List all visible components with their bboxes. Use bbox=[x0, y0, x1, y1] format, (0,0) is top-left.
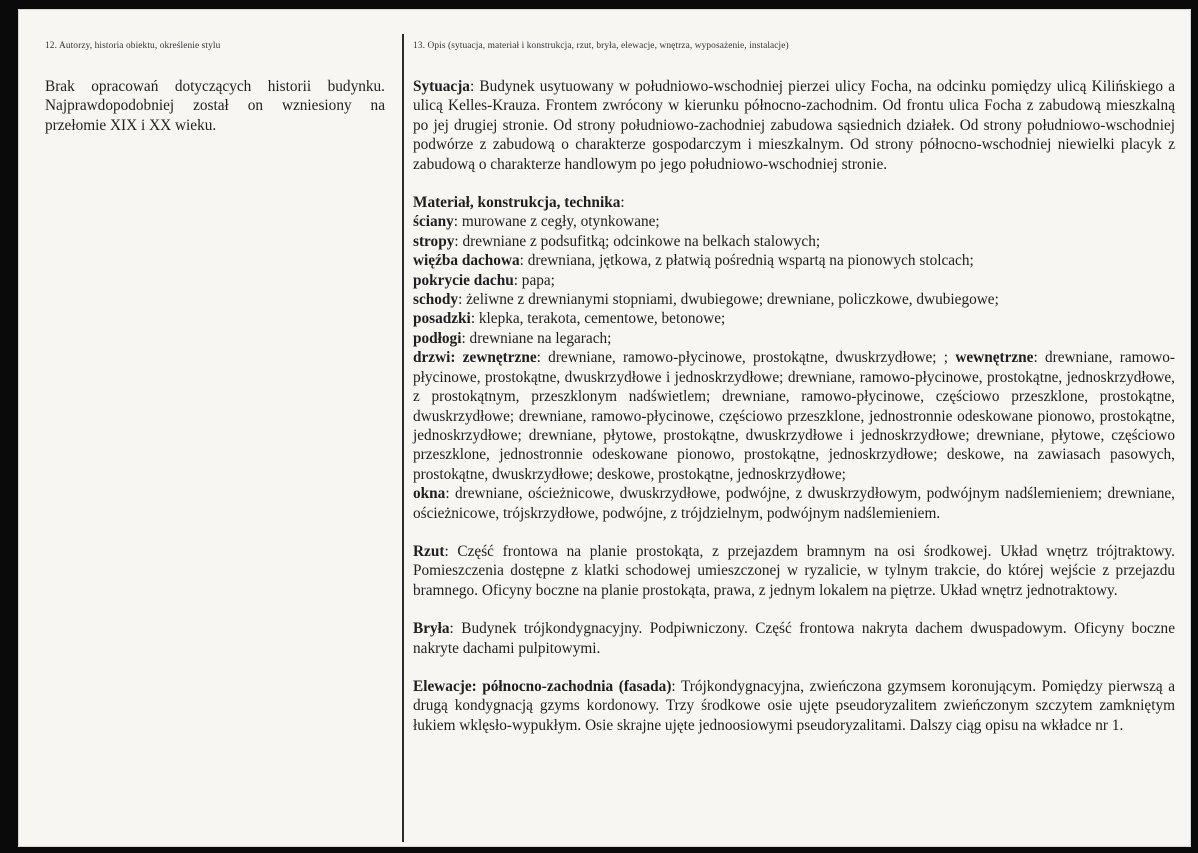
okna-text: : drewniane, ościeżnicowe, dwuskrzydłowe, podwójne, z dwuskrzydłowym, podwójnym nadślemieniem; drewniane, ościeżnicowe, trójskrzydłowe, podwójne, z trójdzielnym, podwójnym nadślemieniem. bbox=[413, 485, 1175, 522]
document-page bbox=[18, 9, 1191, 847]
section-13-header: 13. Opis (sytuacja, materiał i konstrukcja, rzut, bryła, elewacje, wnętrza, wyposażenie, instalacje) bbox=[413, 41, 789, 51]
podlogi-text: : drewniane na legarach; bbox=[461, 329, 612, 347]
section-12 bbox=[45, 40, 385, 135]
sciany-text: : murowane z cegły, otynkowane; bbox=[453, 213, 660, 231]
elewacje-sep: : bbox=[471, 677, 483, 695]
column-divider bbox=[402, 34, 404, 842]
sytuacja-paragraph bbox=[413, 77, 1175, 174]
elewacje-paragraph bbox=[413, 677, 1175, 735]
schody-text: : żeliwne z drewnianymi stopniami, dwubiegowe; drewniane, policzkowe, dwubiegowe; bbox=[458, 291, 999, 309]
stropy-label: stropy bbox=[413, 232, 455, 250]
rzut-label: Rzut bbox=[413, 542, 445, 560]
wiezba-label: więźba dachowa bbox=[413, 252, 520, 270]
drzwi-label: drzwi bbox=[413, 349, 451, 367]
bryla-paragraph bbox=[413, 619, 1175, 658]
bryla-label: Bryła bbox=[413, 620, 450, 638]
section-13 bbox=[413, 40, 1175, 735]
elewacje-label: Elewacje bbox=[413, 677, 472, 695]
podlogi-label: podłogi bbox=[413, 329, 462, 347]
drzwi-zew-label: zewnętrzne bbox=[462, 349, 537, 367]
drzwi-zew-text: : drewniane, ramowo-płycinowe, prostokątne, dwuskrzydłowe; ; bbox=[536, 349, 956, 367]
elewacja-pn-zach-label: północno-zachodnia (fasada) bbox=[482, 677, 672, 695]
elewacje-text: : Trójkondygnacyjna, zwieńczona gzymsem koronującym. Pomiędzy pierwszą a drugą kondygnacją gzyms kordonowy. Trzy środkowe osie ujęte pseudoryzalitem zwieńczonym szczytem zamkniętym łukiem wklęsło-wypukłym. Osie skrajne ujęte jednoosiowymi pseudoryzalitami. Dalszy ciąg opisu na wkładce nr 1. bbox=[413, 677, 1175, 734]
pokrycie-text: : papa; bbox=[513, 271, 555, 289]
material-label: Materiał, konstrukcja, technika bbox=[413, 194, 621, 212]
sciany-label: ściany bbox=[413, 213, 454, 231]
okna-label: okna bbox=[413, 485, 446, 503]
drzwi-wew-text: : drewniane, ramowo-płycinowe, prostokątne, dwuskrzydłowe i jednoskrzydłowe; drewniane, ramowo-płycinowe, prostokątne, jednoskrzydłowe, z prostokątnym, przeszklonym nadświetlem; drewniane, ramowo-płycinowe, częściowo przeszklone, prostokątne, dwuskrzydłowe; drewniane, ramowo-płycinowe, częściowo przeszklone, jednostronnie odeskowane pionowo, prostokątne, jednoskrzydłowe; drewniane, płytowe, prostokątne, dwuskrzydłowe i jednoskrzydłowe; drewniane, płytowe, częściowo przeszklone, jednostronnie odeskowane pionowo, prostokątne, jednoskrzydłowe; deskowe, na zawiasach pasowych, prostokątne, dwuskrzydłowe; deskowe, prostokątne, jednoskrzydłowe; bbox=[413, 349, 1175, 483]
wiezba-text: : drewniana, jętkowa, z płatwią pośrednią wspartą na pionowych stolcach; bbox=[519, 252, 974, 270]
sytuacja-text: : Budynek usytuowany w południowo-wschodniej pierzei ulicy Focha, na odcinku pomiędzy ulicą Kilińskiego a ulicą Kelles-Krauza. Frontem zwrócony w kierunku północno-zachodnim. Od frontu ulica Focha z zabudową mieszkalną po jej drugiej stronie. Od strony południowo-zachodniej zabudowa sąsiednich działek. Od strony południowo-wschodniej podwórze z zabudową o charakterze gospodarczym i mieszkalnym. Od strony północno-wschodniej niewielki placyk z zabudową o charakterze handlowym po jego południowo-wschodniej stronie. bbox=[413, 78, 1175, 173]
rzut-text: : Część frontowa na planie prostokąta, z przejazdem bramnym na osi środkowej. Układ wnętrz trójtraktowy. Pomieszczenia dostępne z klatki schodowej umieszczonej w ryzalicie, w tylnym trakcie, do której wejście z przejazdu bramnego. Oficyny boczne na planie prostokąta, prawa, z jednym lokalem na piętrze. Układ wnętrz jednotraktowy. bbox=[413, 542, 1175, 599]
pokrycie-label: pokrycie dachu bbox=[413, 271, 514, 289]
schody-label: schody bbox=[413, 291, 459, 309]
drzwi-wew-label: wewnętrzne bbox=[955, 349, 1034, 367]
rzut-paragraph bbox=[413, 542, 1175, 600]
posadzki-label: posadzki bbox=[413, 310, 471, 328]
posadzki-text: : klepka, terakota, cementowe, betonowe; bbox=[470, 310, 726, 328]
section-12-header: 12. Autorzy, historia obiektu, określenie stylu bbox=[45, 41, 221, 51]
history-text: Brak opracowań dotyczących historii budynku. Najprawdopodobniej został on wzniesiony na przełomie XIX i XX wieku. bbox=[45, 78, 385, 134]
material-suffix: : bbox=[620, 194, 625, 212]
stropy-text: : drewniane z podsufitką; odcinkowe na belkach stalowych; bbox=[454, 232, 821, 250]
material-block: Materiał, konstrukcja, technika: ściany: murowane z cegły, otynkowane; stropy: drewniane z podsufitką; odcinkowe na belkach stalowych; więźba dachowa: drewniana, jętkowa, z płatwią pośrednią wspartą na pionowych stolcach; pokrycie dachu: papa; schody: żeliwne z drewnianymi stopniami, dwubiegowe; drewniane, policzkowe, dwubiegowe; posadzki: klepka, terakota, cementowe, betonowe; podłogi: drewniane na legarach; drzwi: zewnętrzne: drewniane, ramowo-płycinowe, prostokątne, dwuskrzydłowe; ; wewnętrzne: drewniane, ramowo-płycinowe, prostokątne, dwuskrzydłowe i jednoskrzydłowe; drewniane, ramowo-płycinowe, prostokątne, jednoskrzydłowe, z prostokątnym, przeszklonym nadświetlem; drewniane, ramowo-płycinowe, częściowo przeszklone, prostokątne, dwuskrzydłowe; drewniane, ramowo-płycinowe, częściowo przeszklone, jednostronnie odeskowane pionowo, prostokątne, jednoskrzydłowe; drewniane, płytowe, prostokątne, dwuskrzydłowe i jednoskrzydłowe; drewniane, płytowe, częściowo przeszklone, jednostronnie odeskowane pionowo, prostokątne, jednoskrzydłowe; deskowe, na zawiasach pasowych, prostokątne, dwuskrzydłowe; deskowe, prostokątne, jednoskrzydłowe; okna: drewniane, ościeżnicowe, dwuskrzydłowe, podwójne, z dwuskrzydłowym, podwójnym nadślemieniem; drewniane, ościeżnicowe, trójskrzydłowe, podwójne, z trójdzielnym, podwójnym nadślemieniem. bbox=[413, 194, 1175, 522]
sytuacja-label: Sytuacja bbox=[413, 78, 470, 95]
bryla-text: : Budynek trójkondygnacyjny. Podpiwniczony. Część frontowa nakryta dachem dwuspadowym. Oficyny boczne nakryte dachami pulpitowymi. bbox=[413, 620, 1175, 657]
